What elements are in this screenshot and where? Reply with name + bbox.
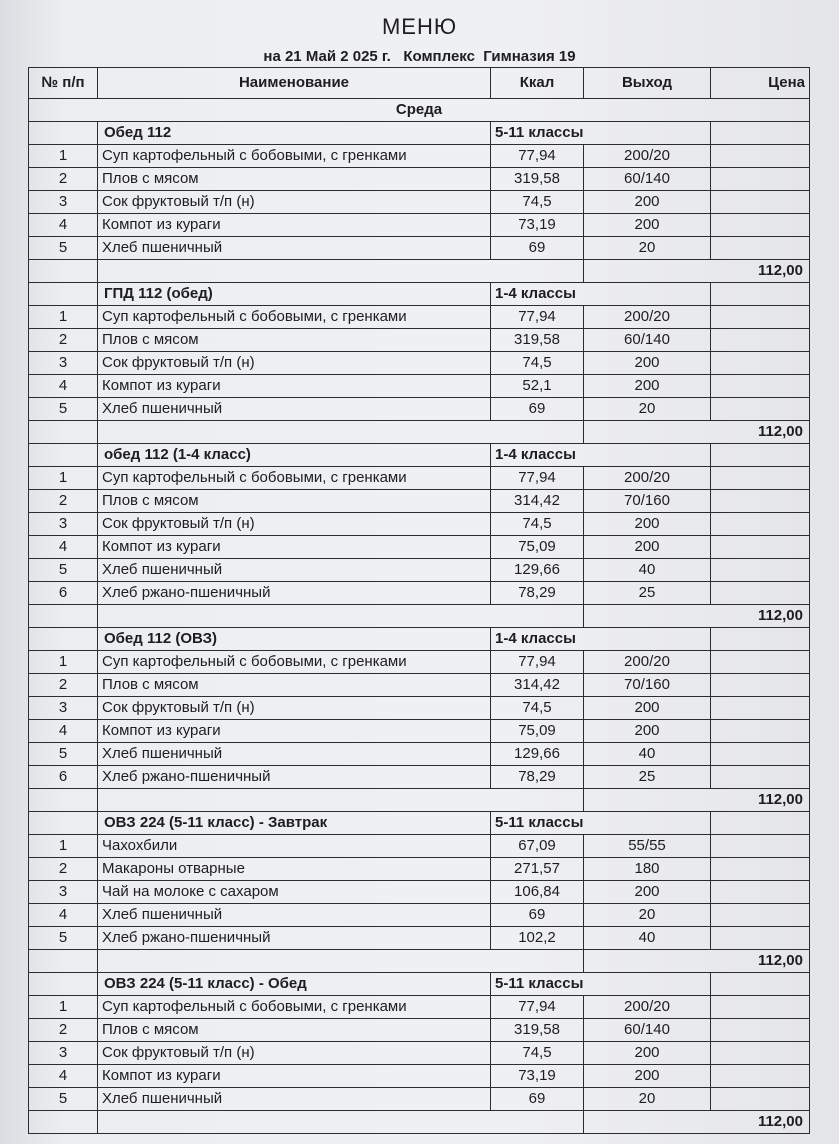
item-name: Суп картофельный с бобовыми, с гренками [98, 996, 491, 1019]
section-total-row [29, 789, 810, 812]
total-empty-num [29, 1111, 98, 1134]
item-price [711, 743, 810, 766]
section-total-row [29, 421, 810, 444]
item-num: 5 [29, 743, 98, 766]
item-name: Сок фруктовый т/п (н) [98, 697, 491, 720]
section-price-cell [711, 444, 810, 467]
table-row [29, 1042, 810, 1065]
item-name: Компот из кураги [98, 1065, 491, 1088]
item-price [711, 1088, 810, 1111]
section-classes: 1-4 классы [491, 628, 711, 651]
item-num: 5 [29, 1088, 98, 1111]
item-name: Плов с мясом [98, 674, 491, 697]
item-price [711, 1019, 810, 1042]
item-num: 1 [29, 467, 98, 490]
item-price [711, 467, 810, 490]
item-kcal: 74,5 [491, 513, 584, 536]
section-classes: 5-11 классы [491, 812, 711, 835]
item-kcal: 74,5 [491, 352, 584, 375]
item-output: 200/20 [584, 467, 711, 490]
item-kcal: 73,19 [491, 1065, 584, 1088]
item-output: 40 [584, 743, 711, 766]
item-kcal: 69 [491, 904, 584, 927]
day-row [29, 99, 810, 122]
col-header-kcal: Ккал [491, 68, 584, 99]
item-price [711, 559, 810, 582]
table-row [29, 720, 810, 743]
section-num-cell [29, 812, 98, 835]
item-kcal: 271,57 [491, 858, 584, 881]
table-row [29, 996, 810, 1019]
item-output: 60/140 [584, 168, 711, 191]
item-price [711, 697, 810, 720]
item-name: Плов с мясом [98, 1019, 491, 1042]
total-empty-num [29, 605, 98, 628]
table-row [29, 697, 810, 720]
table-row [29, 536, 810, 559]
item-price [711, 651, 810, 674]
item-kcal: 319,58 [491, 168, 584, 191]
table-row [29, 398, 810, 421]
item-output: 20 [584, 237, 711, 260]
item-output: 20 [584, 398, 711, 421]
item-price [711, 536, 810, 559]
item-price [711, 766, 810, 789]
item-price [711, 1042, 810, 1065]
page-title: МЕНЮ [381, 14, 458, 39]
item-price [711, 835, 810, 858]
item-price [711, 927, 810, 950]
item-num: 3 [29, 191, 98, 214]
item-name: Хлеб пшеничный [98, 743, 491, 766]
item-kcal: 74,5 [491, 1042, 584, 1065]
col-header-name: Наименование [98, 68, 491, 99]
section-header-row [29, 283, 810, 306]
section-price-cell [711, 122, 810, 145]
section-header-row [29, 444, 810, 467]
item-num: 3 [29, 697, 98, 720]
section-header-row [29, 973, 810, 996]
item-output: 60/140 [584, 329, 711, 352]
section-price-cell [711, 628, 810, 651]
item-num: 2 [29, 168, 98, 191]
item-num: 1 [29, 306, 98, 329]
table-row [29, 306, 810, 329]
item-num: 4 [29, 536, 98, 559]
section-header-row [29, 812, 810, 835]
item-price [711, 582, 810, 605]
table-row [29, 168, 810, 191]
menu-table [28, 67, 810, 1134]
item-output: 200 [584, 536, 711, 559]
item-name: Макароны отварные [98, 858, 491, 881]
total-empty-name [98, 260, 584, 283]
table-row [29, 835, 810, 858]
item-output: 20 [584, 904, 711, 927]
item-name: Плов с мясом [98, 168, 491, 191]
section-header-row [29, 122, 810, 145]
item-output: 200/20 [584, 651, 711, 674]
item-num: 5 [29, 559, 98, 582]
item-price [711, 145, 810, 168]
item-name: Хлеб пшеничный [98, 904, 491, 927]
table-row [29, 881, 810, 904]
item-name: Чай на молоке с сахаром [98, 881, 491, 904]
table-row [29, 375, 810, 398]
item-num: 2 [29, 1019, 98, 1042]
item-kcal: 67,09 [491, 835, 584, 858]
item-num: 1 [29, 145, 98, 168]
item-num: 2 [29, 329, 98, 352]
section-total-price: 112,00 [584, 789, 810, 812]
item-num: 6 [29, 582, 98, 605]
table-row [29, 743, 810, 766]
item-name: Сок фруктовый т/п (н) [98, 191, 491, 214]
table-row [29, 145, 810, 168]
item-num: 4 [29, 1065, 98, 1088]
item-price [711, 996, 810, 1019]
item-price [711, 513, 810, 536]
item-kcal: 77,94 [491, 145, 584, 168]
item-kcal: 319,58 [491, 1019, 584, 1042]
item-price [711, 674, 810, 697]
item-name: Сок фруктовый т/п (н) [98, 513, 491, 536]
item-num: 1 [29, 651, 98, 674]
item-name: Плов с мясом [98, 329, 491, 352]
item-name: Суп картофельный с бобовыми, с гренками [98, 467, 491, 490]
item-output: 200 [584, 214, 711, 237]
total-empty-num [29, 789, 98, 812]
total-empty-name [98, 605, 584, 628]
item-num: 3 [29, 881, 98, 904]
section-price-cell [711, 973, 810, 996]
item-output: 70/160 [584, 674, 711, 697]
section-price-cell [711, 812, 810, 835]
item-name: Чахохбили [98, 835, 491, 858]
item-price [711, 490, 810, 513]
item-kcal: 319,58 [491, 329, 584, 352]
section-total-row [29, 1111, 810, 1134]
item-num: 4 [29, 214, 98, 237]
item-output: 200 [584, 352, 711, 375]
section-num-cell [29, 444, 98, 467]
item-name: Хлеб ржано-пшеничный [98, 927, 491, 950]
item-price [711, 352, 810, 375]
item-output: 200 [584, 513, 711, 536]
total-empty-name [98, 789, 584, 812]
section-classes: 1-4 классы [491, 444, 711, 467]
section-title: ГПД 112 (обед) [98, 283, 491, 306]
item-num: 3 [29, 1042, 98, 1065]
section-total-price: 112,00 [584, 1111, 810, 1134]
item-num: 3 [29, 513, 98, 536]
item-price [711, 398, 810, 421]
item-name: Плов с мясом [98, 490, 491, 513]
item-name: Суп картофельный с бобовыми, с гренками [98, 145, 491, 168]
section-classes: 5-11 классы [491, 973, 711, 996]
item-name: Хлеб пшеничный [98, 1088, 491, 1111]
item-kcal: 314,42 [491, 674, 584, 697]
item-output: 200/20 [584, 306, 711, 329]
item-kcal: 129,66 [491, 559, 584, 582]
item-price [711, 881, 810, 904]
section-header-row [29, 628, 810, 651]
section-total-row [29, 950, 810, 973]
section-total-price: 112,00 [584, 260, 810, 283]
total-empty-num [29, 950, 98, 973]
item-kcal: 78,29 [491, 766, 584, 789]
item-kcal: 77,94 [491, 996, 584, 1019]
item-price [711, 168, 810, 191]
table-row [29, 1088, 810, 1111]
col-header-price: Цена [711, 68, 810, 99]
item-kcal: 69 [491, 237, 584, 260]
section-price-cell [711, 283, 810, 306]
item-name: Компот из кураги [98, 375, 491, 398]
section-title: Обед 112 (ОВЗ) [98, 628, 491, 651]
item-name: Хлеб пшеничный [98, 398, 491, 421]
item-kcal: 78,29 [491, 582, 584, 605]
item-output: 25 [584, 582, 711, 605]
item-name: Компот из кураги [98, 214, 491, 237]
item-num: 3 [29, 352, 98, 375]
table-row [29, 674, 810, 697]
item-kcal: 75,09 [491, 720, 584, 743]
item-name: Сок фруктовый т/п (н) [98, 352, 491, 375]
item-output: 25 [584, 766, 711, 789]
item-price [711, 375, 810, 398]
table-row [29, 927, 810, 950]
item-price [711, 214, 810, 237]
item-output: 55/55 [584, 835, 711, 858]
item-num: 2 [29, 858, 98, 881]
item-name: Суп картофельный с бобовыми, с гренками [98, 651, 491, 674]
item-price [711, 329, 810, 352]
item-name: Суп картофельный с бобовыми, с гренками [98, 306, 491, 329]
item-name: Хлеб ржано-пшеничный [98, 766, 491, 789]
table-row [29, 237, 810, 260]
section-num-cell [29, 973, 98, 996]
item-output: 200 [584, 720, 711, 743]
item-output: 40 [584, 927, 711, 950]
table-row [29, 467, 810, 490]
section-classes: 5-11 классы [491, 122, 711, 145]
col-header-num: № п/п [29, 68, 98, 99]
item-num: 4 [29, 720, 98, 743]
item-kcal: 77,94 [491, 467, 584, 490]
table-row [29, 766, 810, 789]
menu-body [29, 99, 810, 1134]
item-output: 200 [584, 881, 711, 904]
section-title: ОВЗ 224 (5-11 класс) - Обед [98, 973, 491, 996]
section-title: обед 112 (1-4 класс) [98, 444, 491, 467]
item-num: 2 [29, 490, 98, 513]
section-title: Обед 112 [98, 122, 491, 145]
item-price [711, 306, 810, 329]
table-row [29, 651, 810, 674]
table-row [29, 582, 810, 605]
item-price [711, 191, 810, 214]
item-kcal: 74,5 [491, 697, 584, 720]
item-num: 1 [29, 996, 98, 1019]
total-empty-name [98, 421, 584, 444]
item-num: 4 [29, 375, 98, 398]
section-num-cell [29, 122, 98, 145]
table-row [29, 1019, 810, 1042]
section-total-price: 112,00 [584, 421, 810, 444]
table-row [29, 352, 810, 375]
day-label: Среда [29, 99, 810, 122]
table-row [29, 490, 810, 513]
item-name: Хлеб пшеничный [98, 237, 491, 260]
table-header-row [29, 68, 810, 99]
item-output: 200 [584, 697, 711, 720]
item-name: Компот из кураги [98, 536, 491, 559]
table-row [29, 329, 810, 352]
table-row [29, 559, 810, 582]
table-row [29, 513, 810, 536]
table-row [29, 1065, 810, 1088]
item-kcal: 106,84 [491, 881, 584, 904]
item-output: 200 [584, 1065, 711, 1088]
item-kcal: 52,1 [491, 375, 584, 398]
item-num: 2 [29, 674, 98, 697]
item-output: 60/140 [584, 1019, 711, 1042]
item-kcal: 77,94 [491, 651, 584, 674]
item-name: Хлеб пшеничный [98, 559, 491, 582]
item-name: Компот из кураги [98, 720, 491, 743]
table-row [29, 214, 810, 237]
section-total-price: 112,00 [584, 950, 810, 973]
section-num-cell [29, 283, 98, 306]
section-title: ОВЗ 224 (5-11 класс) - Завтрак [98, 812, 491, 835]
item-kcal: 73,19 [491, 214, 584, 237]
item-kcal: 77,94 [491, 306, 584, 329]
total-empty-num [29, 421, 98, 444]
item-output: 200 [584, 191, 711, 214]
item-output: 40 [584, 559, 711, 582]
table-row [29, 904, 810, 927]
item-num: 5 [29, 237, 98, 260]
item-output: 200/20 [584, 996, 711, 1019]
item-kcal: 69 [491, 1088, 584, 1111]
item-output: 180 [584, 858, 711, 881]
item-name: Сок фруктовый т/п (н) [98, 1042, 491, 1065]
item-kcal: 129,66 [491, 743, 584, 766]
item-name: Хлеб ржано-пшеничный [98, 582, 491, 605]
item-output: 20 [584, 1088, 711, 1111]
item-output: 200 [584, 375, 711, 398]
section-num-cell [29, 628, 98, 651]
item-kcal: 314,42 [491, 490, 584, 513]
col-header-output: Выход [584, 68, 711, 99]
item-kcal: 75,09 [491, 536, 584, 559]
item-price [711, 1065, 810, 1088]
item-kcal: 102,2 [491, 927, 584, 950]
item-price [711, 858, 810, 881]
table-row [29, 191, 810, 214]
item-kcal: 74,5 [491, 191, 584, 214]
item-num: 4 [29, 904, 98, 927]
page-subtitle: на 21 Май 2 025 г. Комплекс Гимназия 19 [263, 48, 576, 65]
item-num: 6 [29, 766, 98, 789]
item-price [711, 904, 810, 927]
item-kcal: 69 [491, 398, 584, 421]
item-num: 5 [29, 398, 98, 421]
section-total-row [29, 260, 810, 283]
item-output: 200/20 [584, 145, 711, 168]
item-num: 5 [29, 927, 98, 950]
item-price [711, 720, 810, 743]
item-num: 1 [29, 835, 98, 858]
table-row [29, 858, 810, 881]
section-total-price: 112,00 [584, 605, 810, 628]
section-classes: 1-4 классы [491, 283, 711, 306]
item-price [711, 237, 810, 260]
total-empty-num [29, 260, 98, 283]
total-empty-name [98, 1111, 584, 1134]
section-total-row [29, 605, 810, 628]
item-output: 70/160 [584, 490, 711, 513]
total-empty-name [98, 950, 584, 973]
item-output: 200 [584, 1042, 711, 1065]
